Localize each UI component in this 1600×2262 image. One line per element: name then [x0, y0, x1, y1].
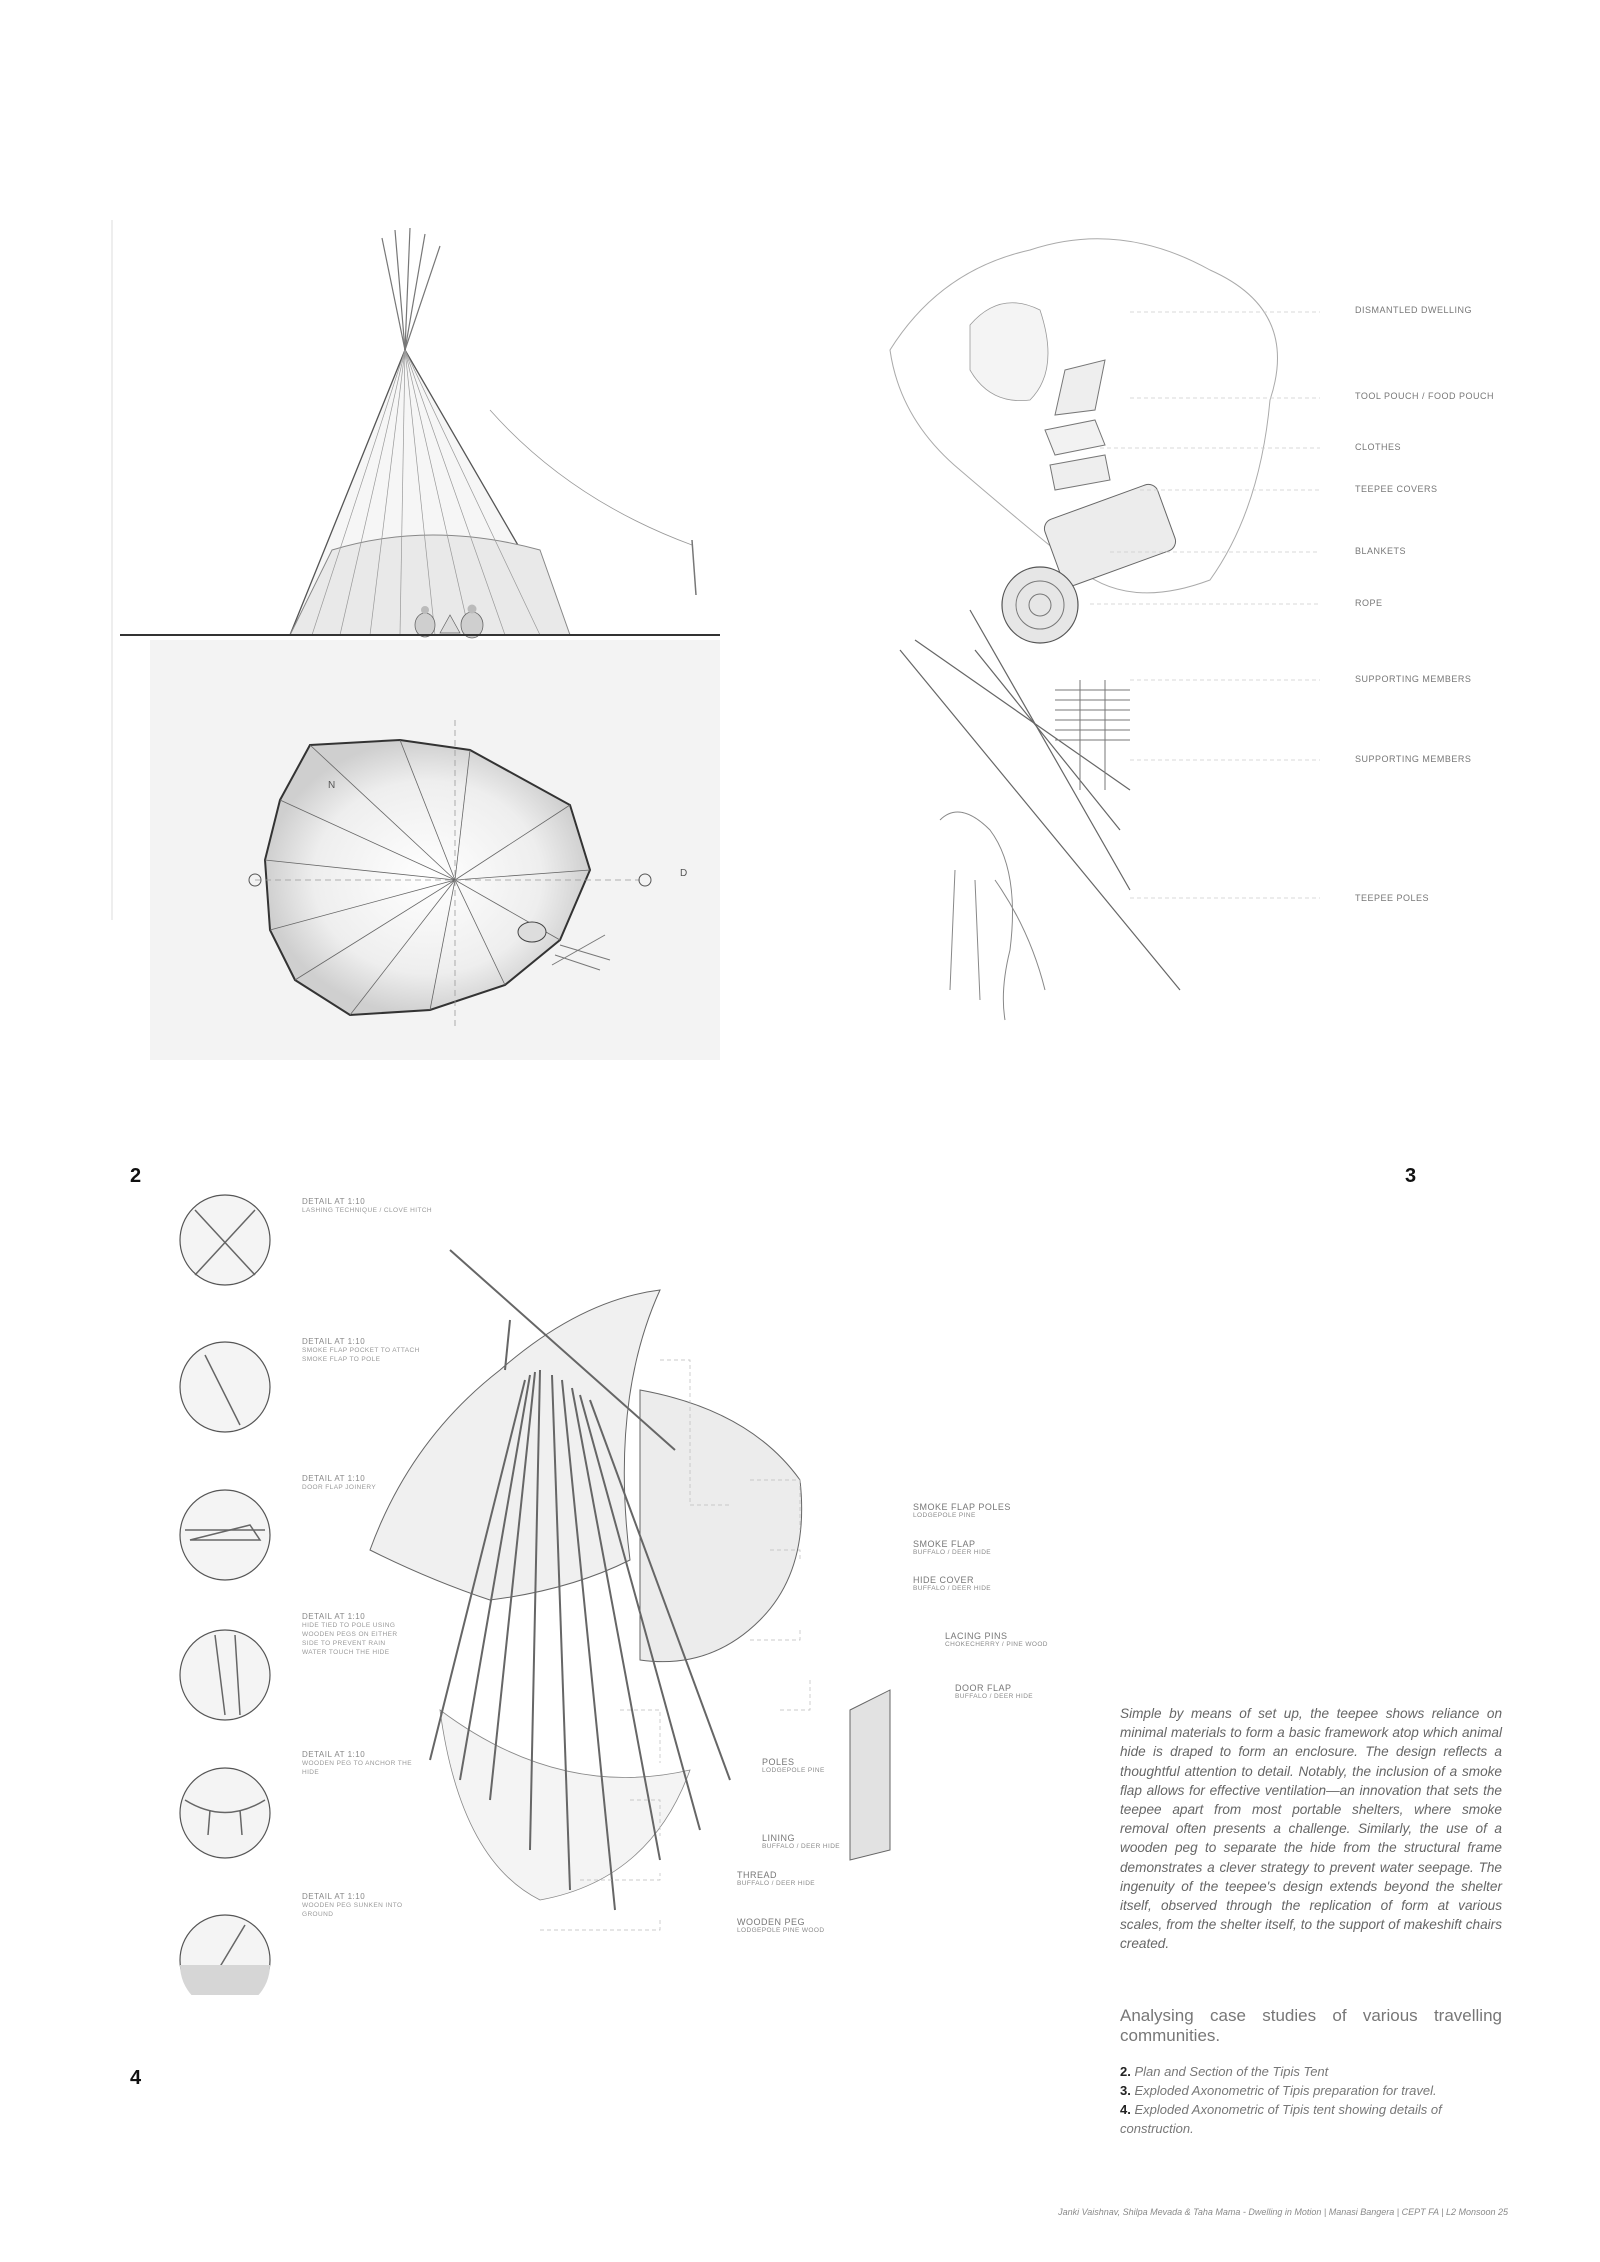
detail-2-title: DETAIL AT 1:10 — [302, 1337, 366, 1346]
fig3-label-supporting-1: SUPPORTING MEMBERS — [1355, 674, 1472, 684]
fig4-exploded-axo-drawing — [330, 1240, 950, 2010]
plan-door-mark: D — [680, 868, 688, 879]
callout-hide-cover-sub: BUFFALO / DEER HIDE — [913, 1585, 992, 1592]
callout-smoke-flap-title: SMOKE FLAP — [913, 1539, 976, 1549]
fig3-label-supporting-2: SUPPORTING MEMBERS — [1355, 754, 1472, 764]
fig2-section-plan-drawing — [100, 220, 750, 1100]
fig3-label-blankets: BLANKETS — [1355, 546, 1407, 556]
fig3-label-dismantled: DISMANTLED DWELLING — [1355, 305, 1473, 315]
fig4-detail-circles — [170, 1185, 300, 1995]
caption-list — [1120, 2062, 1510, 2138]
callout-smoke-flap-poles — [913, 1502, 1011, 1519]
callout-lining — [762, 1833, 840, 1850]
callout-smoke-flap — [913, 1539, 991, 1556]
callout-door-flap-sub: BUFFALO / DEER HIDE — [955, 1693, 1034, 1700]
detail-1-text — [302, 1197, 442, 1215]
callout-wooden-peg-sub: LODGEPOLE PINE WOOD — [737, 1927, 825, 1934]
callout-door-flap-title: DOOR FLAP — [955, 1683, 1012, 1693]
callout-wooden-peg — [737, 1917, 824, 1934]
figure-number-2: 2 — [130, 1165, 142, 1187]
callout-door-flap — [955, 1683, 1033, 1700]
caption-3 — [1120, 2081, 1510, 2100]
plan-north-mark: N — [328, 780, 336, 791]
detail-6-note: WOODEN PEG SUNKEN INTO GROUND — [302, 1902, 403, 1918]
detail-2-note: SMOKE FLAP POCKET TO ATTACH SMOKE FLAP TO POLE — [302, 1347, 420, 1363]
callout-thread — [737, 1870, 815, 1887]
callout-smoke-flap-poles-title: SMOKE FLAP POLES — [913, 1502, 1011, 1512]
figure-number-3: 3 — [1405, 1165, 1417, 1187]
callout-lining-title: LINING — [762, 1833, 796, 1843]
callout-poles-title: POLES — [762, 1757, 795, 1767]
fig3-label-covers: TEEPEE COVERS — [1355, 484, 1438, 494]
page-footer: Janki Vaishnav, Shilpa Mevada & Taha Mama - Dwelling in Motion | Manasi Bangera | CEPT FA | L2 Monsoon 25 — [1058, 2207, 1508, 2217]
callout-lining-sub: BUFFALO / DEER HIDE — [762, 1843, 841, 1850]
caption-4 — [1120, 2100, 1510, 2138]
detail-3-note: DOOR FLAP JOINERY — [302, 1484, 377, 1491]
section-heading: Analysing case studies of various travelling communities. — [1120, 2006, 1502, 2045]
fig3-label-pouch: TOOL POUCH / FOOD POUCH — [1355, 391, 1495, 401]
fig3-label-clothes: CLOTHES — [1355, 442, 1402, 452]
detail-5-note: WOODEN PEG TO ANCHOR THE HIDE — [302, 1760, 413, 1776]
callout-lacing-pins-sub: CHOKECHERRY / PINE WOOD — [945, 1641, 1048, 1648]
detail-6-title: DETAIL AT 1:10 — [302, 1892, 366, 1901]
detail-1-title: DETAIL AT 1:10 — [302, 1197, 366, 1206]
detail-5-title: DETAIL AT 1:10 — [302, 1750, 366, 1759]
fig3-travel-axo-drawing — [880, 230, 1350, 1190]
detail-4-note: HIDE TIED TO POLE USING WOODEN PEGS ON EITHER SIDE TO PREVENT RAIN WATER TOUCH THE HIDE — [302, 1622, 398, 1656]
detail-3-title: DETAIL AT 1:10 — [302, 1474, 366, 1483]
callout-smoke-flap-sub: BUFFALO / DEER HIDE — [913, 1549, 992, 1556]
callout-thread-title: THREAD — [737, 1870, 778, 1880]
callout-lacing-pins-title: LACING PINS — [945, 1631, 1008, 1641]
caption-2-text: Plan and Section of the Tipis Tent — [1134, 2064, 1329, 2079]
detail-1-note: LASHING TECHNIQUE / CLOVE HITCH — [302, 1207, 433, 1214]
callout-poles-sub: LODGEPOLE PINE — [762, 1767, 825, 1774]
caption-2-num: 2. — [1120, 2064, 1131, 2079]
callout-wooden-peg-title: WOODEN PEG — [737, 1917, 806, 1927]
detail-4-title: DETAIL AT 1:10 — [302, 1612, 366, 1621]
caption-4-text: Exploded Axonometric of Tipis tent showing details of construction. — [1120, 2102, 1442, 2136]
figure-number-4: 4 — [130, 2067, 142, 2089]
callout-hide-cover — [913, 1575, 991, 1592]
caption-3-num: 3. — [1120, 2083, 1131, 2098]
fig3-label-rope: ROPE — [1355, 598, 1383, 608]
callout-smoke-flap-poles-sub: LODGEPOLE PINE — [913, 1512, 976, 1519]
caption-3-text: Exploded Axonometric of Tipis preparation for travel. — [1134, 2083, 1437, 2098]
callout-lacing-pins — [945, 1631, 1048, 1648]
callout-poles — [762, 1757, 825, 1774]
caption-2 — [1120, 2062, 1510, 2081]
fig3-label-poles: TEEPEE POLES — [1355, 893, 1430, 903]
body-paragraph: Simple by means of set up, the teepee shows reliance on minimal materials to form a basic framework atop which animal hide is draped to form an enclosure. The design reflects a thoughtful attention to detail. Notably, the inclusion of a smoke flap allows for effective ventilation—an innovation that sets the teepee apart from most portable shelters, where smoke removal often presents a challenge. Similarly, the use of a wooden peg to separate the hide from the structural frame demonstrates a clever strategy to prevent water seepage. The ingenuity of the teepee's design extends beyond the shelter itself, observed through the replication of form at various scales, from the shelter itself, to the support of makeshift chairs created. — [1120, 1706, 1502, 1952]
callout-thread-sub: BUFFALO / DEER HIDE — [737, 1880, 816, 1887]
callout-hide-cover-title: HIDE COVER — [913, 1575, 975, 1585]
caption-4-num: 4. — [1120, 2102, 1131, 2117]
